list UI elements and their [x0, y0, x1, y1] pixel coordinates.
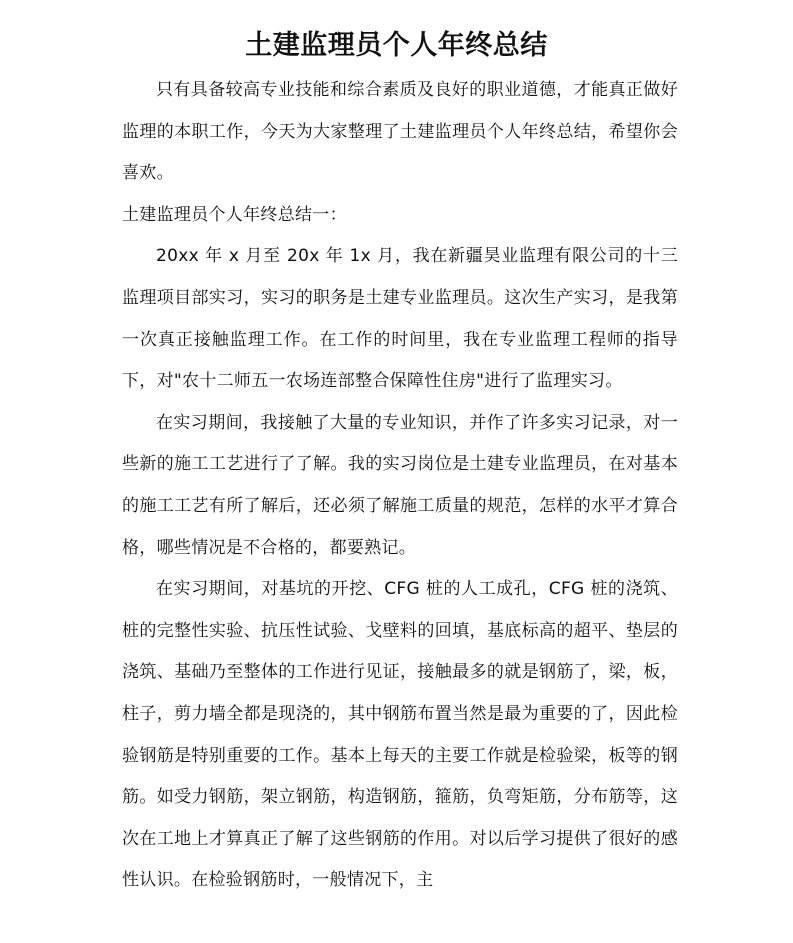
paragraph-internship-period: 20xx 年 x 月至 20x 年 1x 月，我在新疆昊业监理有限公司的十三监理项目部实习，实习的职务是土建专业监理员。这次生产实习，是我第一次真正接触监理工作。在工作的时间里，我在专业监理工程师的指导下，对"农十二师五一农场连部整合保障性住房"进行了监理实习。 [122, 246, 678, 392]
paragraph-knowledge: 在实习期间，我接触了大量的专业知识，并作了许多实习记录，对一些新的施工工艺进行了了解。我的实习岗位是土建专业监理员，在对基本的施工工艺有所了解后，还必须了解施工质量的规范，怎样的水平才算合格，哪些情况是不合格的，都要熟记。 [122, 412, 678, 558]
document-title: 土建监理员个人年终总结 [245, 30, 548, 61]
document-body [122, 70, 678, 902]
paragraph-rebar-inspection: 在实习期间，对基坑的开挖、CFG 桩的人工成孔，CFG 桩的浇筑、桩的完整性实验、抗压性试验、戈壁料的回填，基底标高的超平、垫层的浇筑、基础乃至整体的工作进行见证，接触最多的就是钢筋了，梁，板，柱子，剪力墙全都是现浇的，其中钢筋布置当然是最为重要的了，因此检验钢筋是特别重要的工作。基本上每天的主要工作就是检验梁，板等的钢筋。如受力钢筋，架立钢筋，构造钢筋，箍筋，负弯矩筋，分布筋等，这次在工地上才算真正了解了这些钢筋的作用。对以后学习提供了很好的感性认识。在检验钢筋时，一般情况下，主 [122, 579, 678, 891]
intro-paragraph: 只有具备较高专业技能和综合素质及良好的职业道德，才能真正做好监理的本职工作，今天为大家整理了土建监理员个人年终总结，希望你会喜欢。 [122, 80, 678, 184]
section-heading: 土建监理员个人年终总结一： [122, 204, 347, 225]
